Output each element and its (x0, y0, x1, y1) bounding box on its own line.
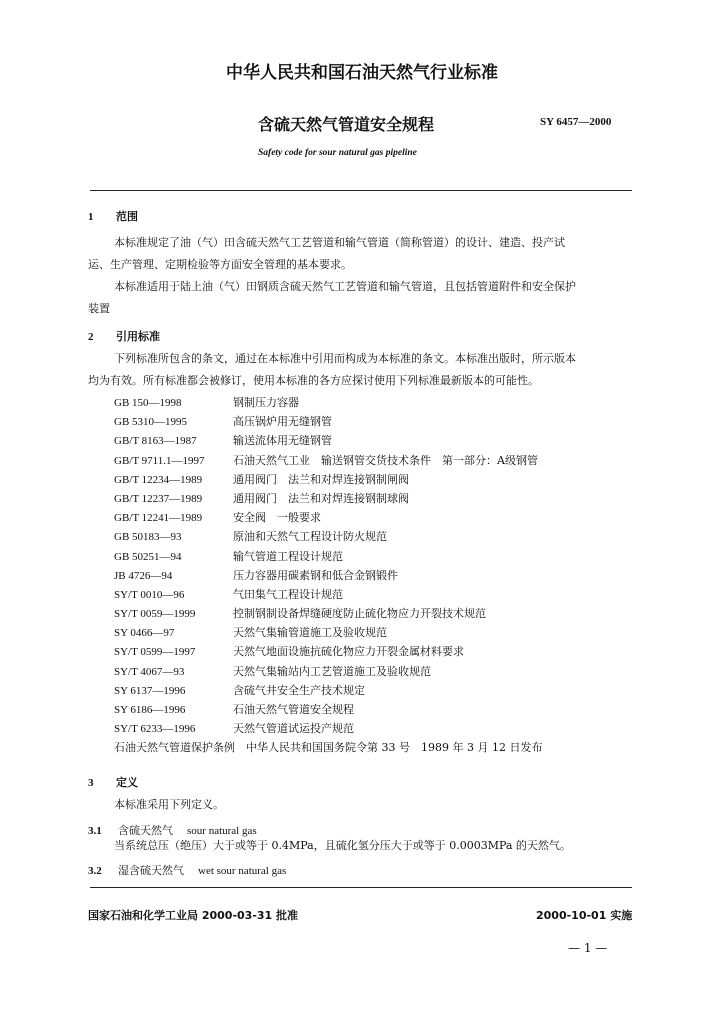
reference-code: JB 4726—94 (114, 569, 173, 582)
reference-title: 天然气集输管道施工及验收规范 (233, 626, 387, 640)
reference-title: 天然气地面设施抗硫化物应力开裂金属材料要求 (233, 645, 464, 659)
reference-item (114, 566, 542, 585)
paragraph-line: 下列标准所包含的条文，通过在本标准中引用而构成为本标准的条文。本标准出版时，所示版本 (114, 352, 576, 365)
section-title: 引用标准 (116, 330, 160, 343)
term-english: sour natural gas (187, 825, 257, 837)
page-number: — 1 — (568, 941, 608, 955)
reference-item (114, 527, 542, 546)
reference-code: SY/T 0059—1999 (114, 608, 196, 621)
reference-item (114, 623, 542, 642)
header-rule (90, 190, 632, 191)
reference-title: 通用阀门 法兰和对焊连接钢制球阀 (233, 491, 409, 505)
reference-title: 输气管道工程设计规范 (233, 549, 343, 563)
reference-item (114, 508, 542, 527)
reference-item (114, 604, 542, 623)
reference-code: SY 6137—1996 (114, 684, 186, 697)
reference-code: GB/T 12237—1989 (114, 492, 203, 505)
section-3-heading (88, 774, 138, 790)
reference-title: 钢制压力容器 (233, 396, 299, 409)
section-number: 2 (88, 331, 94, 343)
reference-code: SY 6186—1996 (114, 704, 186, 716)
section-title: 定义 (116, 776, 138, 789)
reference-title: 石油天然气管道安全规程 (233, 703, 354, 716)
reference-code: GB 50251—94 (114, 550, 182, 563)
reference-title: 安全阀 一般要求 (233, 511, 321, 525)
reference-title: 原油和天然气工程设计防火规范 (233, 530, 387, 544)
section-number: 3 (88, 777, 94, 789)
reference-title: 通用阀门 法兰和对焊连接钢制闸阀 (233, 472, 409, 486)
organization-title: 中华人民共和国石油天然气行业标准 (226, 63, 498, 83)
english-title: Safety code for sour natural gas pipeline (258, 148, 417, 158)
term: 含硫天然气 (118, 824, 173, 837)
paragraph-line: 本标准采用下列定义。 (114, 798, 224, 811)
reference-title: 控制钢制设备焊缝硬度防止硫化物应力开裂技术规范 (233, 607, 486, 621)
term: 湿含硫天然气 (118, 864, 184, 877)
reference-item (114, 489, 542, 508)
subsection-number: 3.1 (88, 825, 102, 837)
definition-text: 当系统总压（绝压）大于或等于 0.4MPa，且硫化氢分压大于或等于 0.0003MPa 的天然气。 (114, 839, 571, 852)
reference-item (114, 585, 542, 604)
reference-title: 输送流体用无缝钢管 (233, 434, 332, 448)
reference-title: 石油天然气工业 输送钢管交货技术条件 第一部分：A级钢管 (233, 453, 538, 467)
reference-code: SY/T 0010—96 (114, 588, 185, 601)
section-title: 范围 (116, 210, 138, 223)
reference-code: GB/T 12234—1989 (114, 473, 203, 486)
regulation-reference: 石油天然气管道保护条例 中华人民共和国国务院令第 33 号 1989 年 3 月 12 日发布 (114, 741, 543, 755)
reference-item (114, 719, 542, 738)
reference-item (114, 681, 542, 700)
reference-code: SY/T 4067—93 (114, 665, 185, 678)
reference-item (114, 451, 542, 470)
reference-code: SY/T 0599—1997 (114, 646, 196, 659)
reference-code: SY 0466—97 (114, 627, 175, 640)
reference-title: 天然气集输站内工艺管道施工及验收规范 (233, 664, 431, 678)
reference-item (114, 393, 542, 412)
reference-item (114, 547, 542, 566)
paragraph-line: 装置 (88, 302, 110, 315)
reference-code: GB 5310—1995 (114, 416, 188, 429)
section-2-heading (88, 328, 160, 344)
reference-list (114, 393, 542, 758)
reference-item (114, 470, 542, 489)
standard-title: 含硫天然气管道安全规程 (258, 115, 435, 134)
section-1-heading (88, 208, 138, 224)
paragraph-line: 本标准规定了油（气）田含硫天然气工艺管道和输气管道（简称管道）的设计、建造、投产试 (114, 236, 565, 249)
term-english: wet sour natural gas (198, 865, 287, 877)
effective-date: 2000-10-01 实施 (536, 909, 633, 922)
reference-code: GB/T 8163—1987 (114, 435, 197, 448)
reference-item (114, 700, 542, 719)
reference-item (114, 662, 542, 681)
subsection-number: 3.2 (88, 865, 102, 877)
reference-code: GB/T 9711.1—1997 (114, 454, 205, 467)
paragraph-line: 本标准适用于陆上油（气）田钢质含硫天然气工艺管道和输气管道，且包括管道附件和安全保护 (114, 280, 576, 293)
reference-code: GB 150—1998 (114, 397, 182, 409)
paragraph-line: 运、生产管理、定期检验等方面安全管理的基本要求。 (88, 258, 352, 271)
reference-title: 压力容器用碳素钢和低合金钢锻件 (233, 568, 398, 582)
reference-title: 天然气管道试运投产规范 (233, 722, 354, 736)
reference-code: GB 50183—93 (114, 531, 182, 544)
reference-item (114, 412, 542, 431)
footer-rule (90, 887, 632, 888)
reference-title: 气田集气工程设计规范 (233, 587, 343, 601)
standard-number: SY 6457—2000 (540, 116, 612, 128)
paragraph-line: 均为有效。所有标准都会被修订，使用本标准的各方应探讨使用下列标准最新版本的可能性。 (88, 374, 539, 387)
reference-title: 含硫气井安全生产技术规定 (233, 683, 365, 697)
reference-code: GB/T 12241—1989 (114, 512, 203, 525)
reference-item (114, 431, 542, 450)
section-number: 1 (88, 211, 94, 223)
reference-code: SY/T 6233—1996 (114, 723, 196, 736)
approval-line: 国家石油和化学工业局 2000-03-31 批准 (88, 909, 299, 922)
reference-title: 高压锅炉用无缝钢管 (233, 415, 332, 429)
reference-item (114, 642, 542, 661)
subsection-3-2 (88, 862, 286, 878)
